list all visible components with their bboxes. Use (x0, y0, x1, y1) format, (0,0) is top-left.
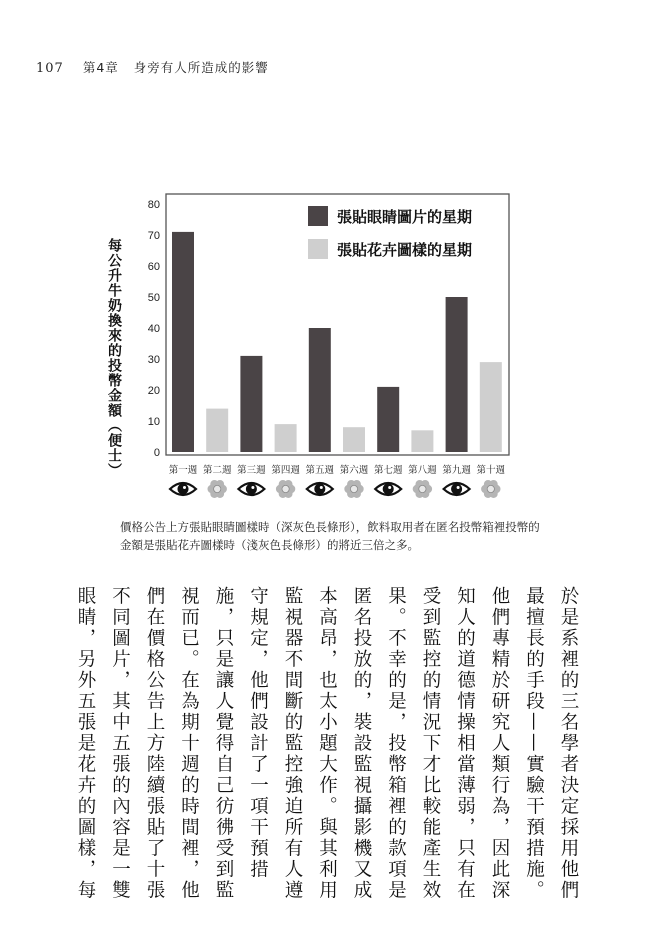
bar-flower (275, 424, 297, 452)
y-tick-label: 30 (147, 354, 160, 366)
bar-flower (411, 430, 433, 452)
legend-label: 張貼眼睛圖片的星期 (337, 208, 473, 226)
eye-glint (388, 486, 391, 489)
eye-icon (375, 483, 401, 495)
eye-iris (383, 484, 394, 495)
bar-chart (90, 180, 520, 510)
text-column: 視而已。在為期十週的時間裡，他 (178, 586, 200, 901)
bar-eye (172, 232, 194, 452)
legend-swatch (308, 239, 328, 259)
legend-label: 張貼花卉圖樣的星期 (337, 241, 473, 259)
text-column: 施，只是讓人覺得自己彷彿受到監 (213, 586, 234, 901)
eye-icon (238, 483, 264, 495)
y-tick-label: 40 (147, 323, 160, 335)
bar-flower (206, 409, 228, 452)
text-column: 監視器不間斷的監控強迫所有人遵 (282, 586, 303, 901)
text-column: 他們專精於研究人類行為，因此深 (489, 586, 510, 901)
x-tick-label: 第七週 (373, 465, 403, 476)
text-column: 不同圖片，其中五張的內容是一雙 (109, 586, 131, 901)
text-column: 於是系裡的三名學者決定採用他們 (558, 586, 579, 901)
flower-center (350, 485, 357, 492)
eye-iris (246, 484, 257, 495)
eye-iris (178, 484, 189, 495)
flower-icon (276, 480, 295, 498)
bar-eye (309, 328, 331, 452)
bar-eye (377, 387, 399, 452)
text-column: 受到監控的情況下才比較能產生效 (420, 586, 441, 901)
figure-caption: 價格公告上方張貼眼睛圖樣時（深灰色長條形），飲料取用者在匿名投幣箱裡投幣的金額是張貼花卉圖樣時（淺灰色長條形）的將近三倍之多。 (120, 520, 540, 552)
y-tick-label: 50 (147, 292, 160, 304)
y-axis-label: 每公升牛奶換來的投幣金額（便士） (106, 238, 122, 478)
chapter-title: 身旁有人所造成的影響 (133, 60, 269, 75)
y-tick-label: 0 (153, 447, 160, 459)
y-tick-label: 70 (147, 230, 160, 242)
eye-glint (251, 486, 254, 489)
y-tick-label: 60 (147, 261, 160, 273)
body-text (75, 586, 585, 906)
text-column: 本高昂，也太小題大作。與其利用 (316, 586, 338, 901)
eye-iris (451, 484, 462, 495)
x-tick-label: 第九週 (442, 465, 471, 476)
eye-glint (457, 486, 460, 489)
eye-glint (320, 486, 323, 489)
flower-icon (344, 480, 363, 498)
eye-glint (183, 486, 186, 489)
bar-flower (343, 427, 365, 452)
eye-icon (170, 483, 196, 495)
x-tick-label: 第四週 (271, 465, 300, 476)
text-column: 守規定，他們設計了一項干預措 (247, 586, 269, 880)
flower-icon (413, 480, 432, 498)
eye-icon (307, 483, 333, 495)
flower-center (214, 485, 221, 492)
flower-center (419, 485, 426, 492)
text-column: 們在價格公告上方陸續張貼了十張 (144, 586, 165, 901)
x-tick-label: 第八週 (408, 465, 437, 476)
x-tick-label: 第五週 (305, 465, 335, 476)
y-tick-label: 20 (147, 385, 160, 397)
eye-icon (444, 483, 470, 495)
text-column: 匿名投放的，裝設監視攝影機又成 (351, 586, 372, 901)
x-tick-label: 第十週 (476, 465, 506, 476)
flower-center (282, 485, 289, 492)
text-column: 知人的道德情操相當薄弱，只有在 (454, 586, 476, 901)
x-tick-label: 第三週 (237, 465, 266, 476)
text-column: 眼睛，另外五張是花卉的圖樣，每 (75, 586, 96, 901)
running-head (36, 58, 269, 76)
legend-swatch (308, 206, 328, 226)
x-tick-label: 第一週 (168, 465, 198, 476)
text-column: 最擅長的手段——實驗干預措施。 (523, 586, 545, 901)
flower-icon (481, 480, 500, 498)
bar-eye (446, 297, 468, 452)
y-tick-label: 10 (147, 416, 160, 428)
y-tick-label: 80 (147, 199, 160, 211)
bar-flower (480, 362, 502, 452)
flower-center (487, 485, 494, 492)
text-column: 果。不幸的是，投幣箱裡的款項是 (385, 586, 407, 901)
x-tick-label: 第六週 (339, 465, 369, 476)
page-number: 107 (36, 61, 64, 76)
x-tick-label: 第二週 (202, 465, 232, 476)
bar-eye (240, 356, 262, 452)
flower-icon (208, 480, 227, 498)
chapter-number: 第4章 (82, 60, 119, 75)
eye-iris (314, 484, 325, 495)
